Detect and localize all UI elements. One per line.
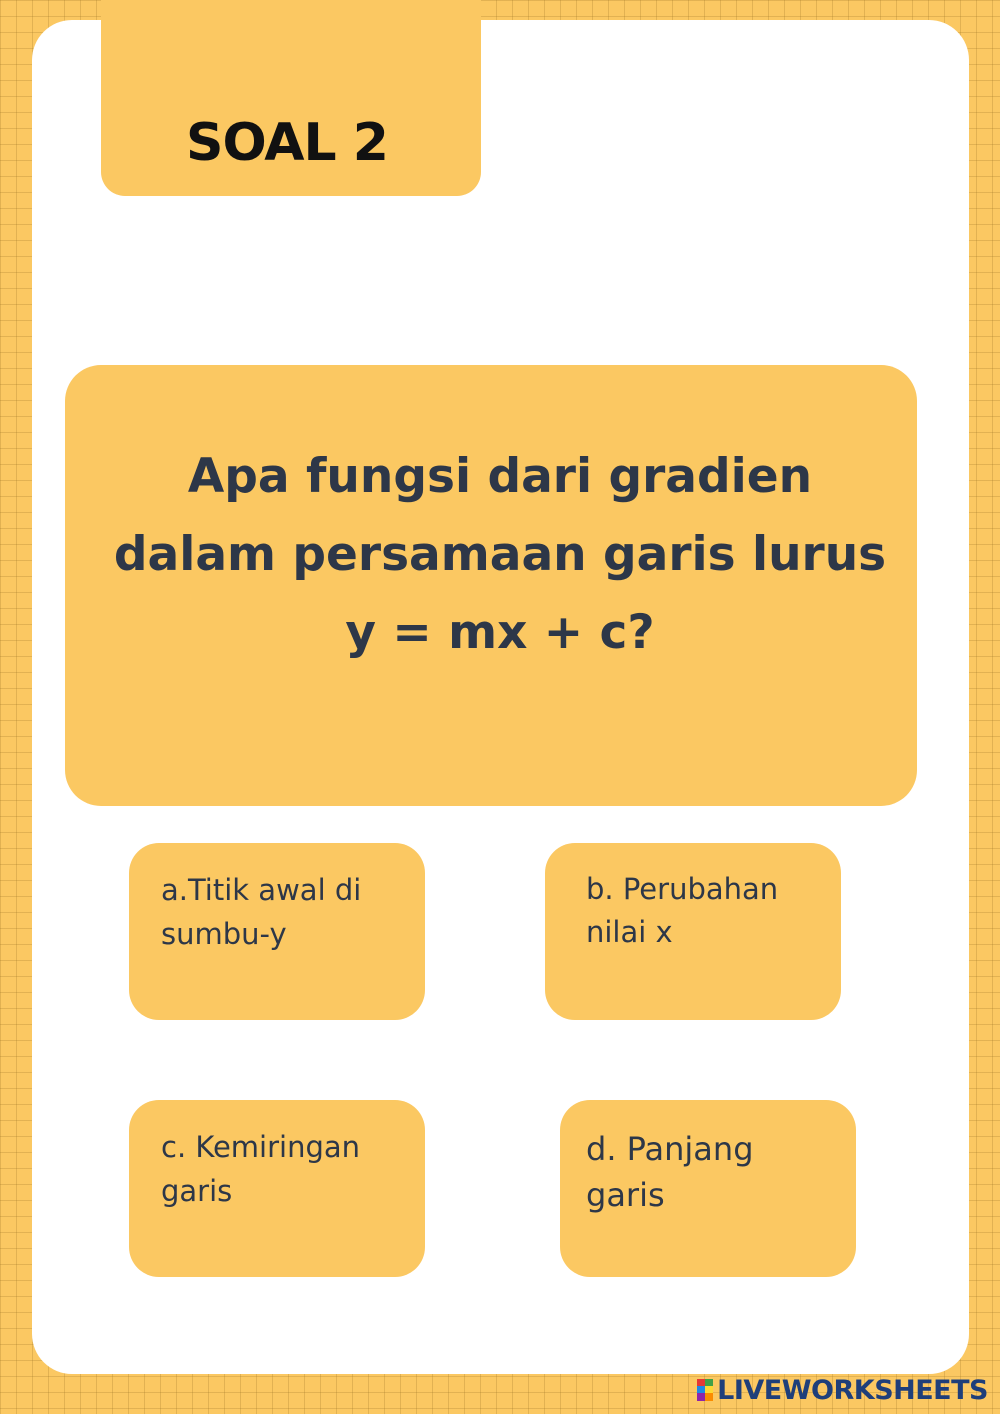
option-b-text[interactable]: b. Perubahan nilai x (586, 872, 779, 949)
question-text: Apa fungsi dari gradien dalam persamaan garis lurus y = mx + c? (113, 449, 887, 660)
liveworksheets-logo-icon (697, 1379, 713, 1401)
option-d-text[interactable]: d. Panjang garis (586, 1130, 754, 1214)
page-title: SOAL 2 (186, 113, 388, 173)
liveworksheets-wordmark: LIVEWORKSHEETS (717, 1374, 988, 1406)
option-a-text[interactable]: a.Titik awal di sumbu-y (161, 873, 362, 951)
liveworksheets-branding (697, 1373, 988, 1407)
option-c-text[interactable]: c. Kemiringan garis (161, 1130, 361, 1208)
